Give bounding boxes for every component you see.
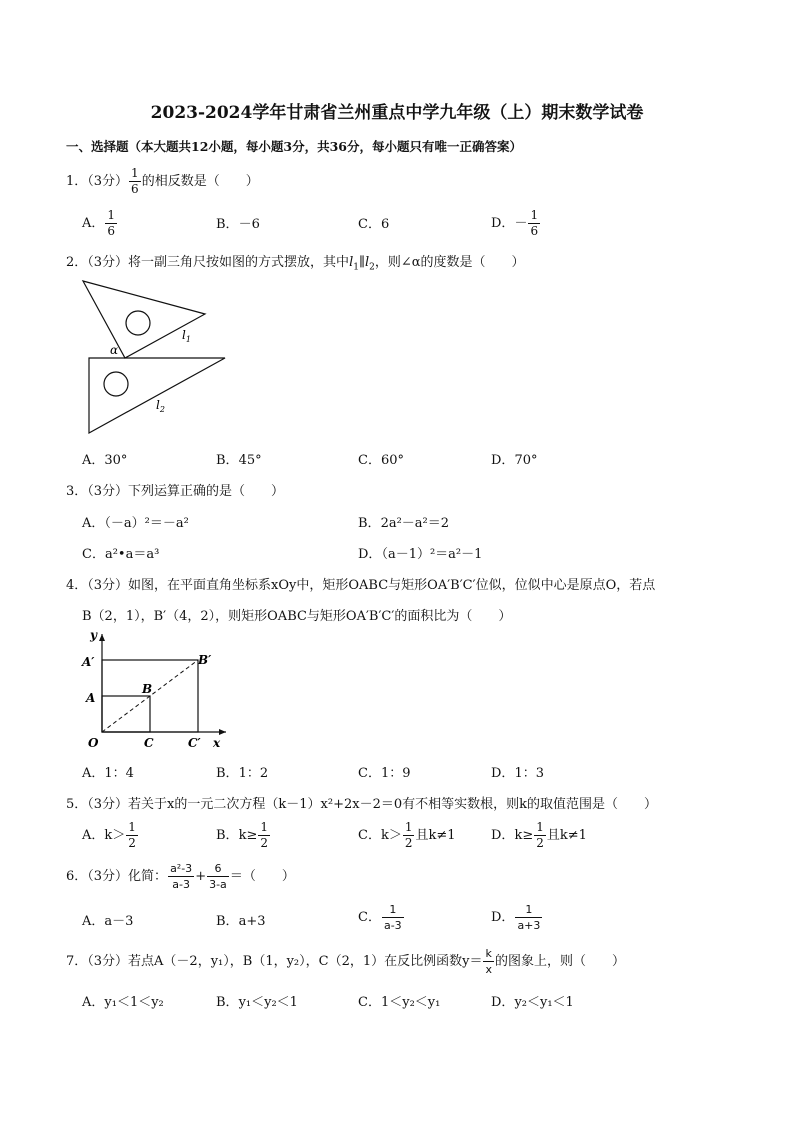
option-a[interactable]: A．y₁＜1＜y₂ [82,995,164,1010]
question-text: 若关于x的一元二次方程（k－1）x²+2x－2＝0有不相等实数根，则k的取值范围是（ ） [128,797,657,812]
option-a[interactable]: A．30° [82,453,128,468]
x-axis-label: x [213,736,221,750]
l2-label: $l_2$ [156,398,165,414]
origin-label: O [88,736,99,750]
question-2: 2．（3分）将一副三角尺按如图的方式摆放，其中$l_1\parallel l_2$，则∠α的度数是（ ） [66,255,525,273]
coordinate-figure [80,626,230,751]
option-a[interactable]: A．a－3 [82,914,134,929]
question-number: 5．（3分） [66,797,129,812]
option-b[interactable]: B．a+3 [216,914,266,929]
option-a[interactable]: A． $\frac{1}{6}$ [82,208,116,238]
question-text: 下列运算正确的是（ ） [128,484,285,499]
option-b[interactable]: B．2a²－a²＝2 [358,516,450,531]
option-d[interactable]: D．（a－1）²＝a²－1 [358,547,483,562]
upper-triangle-ruler [83,281,205,358]
section-heading: 一、选择题（本大题共12小题，每小题3分，共36分，每小题只有唯一正确答案） [66,139,522,154]
option-c[interactable]: C． $\frac{1}{a-3}$ [358,903,402,932]
question-number: 7．（3分） [66,954,129,969]
question-4-line-2: B（2，1），B′（4，2），则矩形OABC与矩形OA′B′C′的面积比为（ ） [82,609,512,624]
fraction: $\frac{1}{6}$ [131,166,139,196]
option-d[interactable]: D． $\frac{1}{a+3}$ [491,903,541,932]
option-a[interactable]: A．（－a）²＝－a² [82,516,189,531]
y-axis-arrow [99,634,105,641]
question-text: 的相反数是（ ） [141,174,259,189]
question-number: 3．（3分） [66,484,129,499]
option-a[interactable]: A．k＞ $\frac{1}{2}$ [82,820,136,850]
fraction: $\frac{6}{3-a}$ [209,862,227,891]
question-6: 6．（3分）化简： $\frac{\text{a²-3}}{a-3}$ + $\frac{6}{3-a}$ ＝（ ） [66,862,295,891]
option-c[interactable]: C．k＞ $\frac{1}{2}$ 且k≠1 [358,820,456,850]
option-b[interactable]: B．1：2 [216,766,269,781]
option-d[interactable]: D．k≥ $\frac{1}{2}$ 且k≠1 [491,820,587,850]
option-c[interactable]: C．a²•a＝a³ [82,547,160,562]
option-d[interactable]: D．y₂＜y₁＜1 [491,995,574,1010]
x-axis-arrow [219,729,226,735]
option-a[interactable]: A．1：4 [82,766,134,781]
option-b[interactable]: B．k≥ $\frac{1}{2}$ [216,820,268,850]
alpha-label: α [110,343,119,357]
point-a-label: A [86,691,96,705]
fraction: $\frac{\text{a²-3}}{a-3}$ [170,862,193,891]
question-number: 2．（3分） [66,255,129,270]
option-d[interactable]: D．70° [491,453,538,468]
lower-ruler-hole [104,372,128,396]
page-title: 2023-2024学年甘肃省兰州重点中学九年级（上）期末数学试卷 [150,103,644,123]
question-3 [66,480,284,499]
option-b[interactable]: B．y₁＜y₂＜1 [216,995,298,1010]
question-7: 7．（3分）若点A（－2，y₁），B（1，y₂），C（2，1）在反比例函数y＝ $\frac{k}{x}$ 的图象上，则（ ） [66,947,626,976]
upper-ruler-hole [126,311,150,335]
point-a-prime-label: A′ [82,655,95,669]
option-c[interactable]: C．6 [358,217,390,232]
question-1 [66,166,259,197]
option-d[interactable]: D．－ $\frac{1}{6}$ [491,208,539,238]
option-d[interactable]: D．1：3 [491,766,544,781]
question-5 [66,793,657,812]
option-b[interactable]: B．－6 [216,217,260,232]
option-c[interactable]: C．1：9 [358,766,411,781]
l1-label: $l_1$ [182,328,191,344]
question-number: 4．（3分） [66,578,129,593]
lower-triangle-ruler [89,358,225,433]
point-b-prime-label: B′ [198,653,212,667]
point-c-prime-label: C′ [188,736,201,750]
point-b-label: B [142,682,153,696]
question-4-line-1: 4．（3分）如图，在平面直角坐标系xOy中，矩形OABC与矩形OA′B′C′位似，位似中心是原点O，若点 [66,578,656,593]
option-b[interactable]: B．45° [216,453,262,468]
question-number: 6．（3分） [66,869,129,884]
fraction: $\frac{k}{x}$ [485,947,492,976]
triangle-rulers-figure [80,276,220,441]
option-c[interactable]: C．60° [358,453,404,468]
point-c-label: C [144,736,154,750]
y-axis-label: y [90,628,97,642]
option-c[interactable]: C．1＜y₂＜y₁ [358,995,441,1010]
question-number: 1．（3分） [66,174,129,189]
